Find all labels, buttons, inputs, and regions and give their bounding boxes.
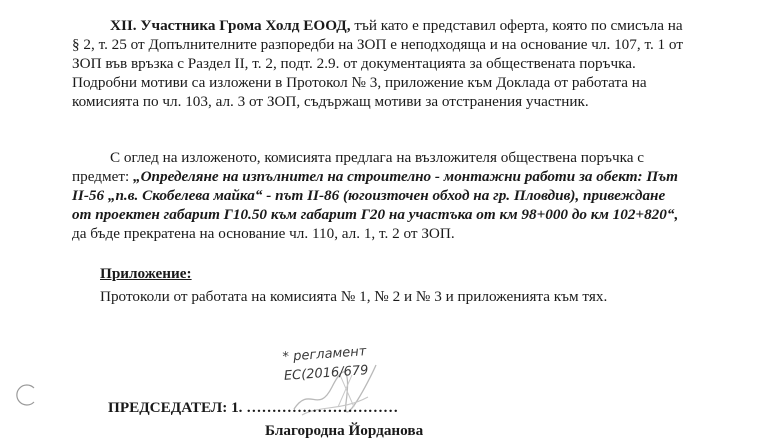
participant-name: XII. Участника Грома Холд ЕООД, bbox=[110, 17, 351, 34]
paragraph-line: Подробни мотиви са изложени в Протокол № 3, приложение към Доклада от работата на bbox=[72, 74, 647, 91]
procurement-subject: II-56 „п.в. Скобелева майка“ - път II-86 (югоизточен обход на гр. Пловдив), привеждане bbox=[72, 187, 666, 204]
attachment-heading: Приложение: bbox=[100, 265, 192, 282]
paragraph-line: комисията по чл. 103, ал. 3 от ЗОП, съдържащ мотиви за отстранения участник. bbox=[72, 93, 589, 110]
paragraph-line: XII. Участника Грома Холд ЕООД, тъй като е представил оферта, която по смисъла на bbox=[110, 17, 683, 34]
paragraph-line: да бъде прекратена на основание чл. 110, ал. 1, т. 2 от ЗОП. bbox=[72, 225, 455, 242]
paragraph-line: § 2, т. 25 от Допълнителните разпоредби на ЗОП е неподходяща и на основание чл. 107, т. 1 от bbox=[72, 36, 683, 53]
proposal-paragraph bbox=[72, 148, 752, 243]
chair-signature-line: ПРЕДСЕДАТЕЛ: 1. ………………………… bbox=[108, 399, 399, 416]
paragraph-line bbox=[72, 186, 752, 205]
attachment-text: Протоколи от работата на комисията № 1, № 2 и № 3 и приложенията към тях. bbox=[100, 288, 608, 305]
paragraph-line: ЗОП във връзка с Раздел II, т. 2, подт. 2.9. от документацията за обществената поръчка. bbox=[72, 55, 636, 72]
procurement-subject: „Определяне на изпълнител на строително - монтажни работи за обект: Път bbox=[133, 168, 678, 185]
handwritten-note: * регламент ЕС(2016/679 bbox=[282, 344, 369, 384]
participant-paragraph bbox=[72, 16, 752, 111]
chair-name: Благородна Йорданова bbox=[265, 422, 424, 439]
paragraph-line: С оглед на изложеното, комисията предлага на възложителя обществена поръчка с bbox=[110, 149, 645, 166]
punch-hole-mark bbox=[14, 382, 40, 408]
paragraph-line: предмет: „Определяне на изпълнител на строително - монтажни работи за обект: Път bbox=[72, 168, 678, 185]
procurement-subject: от проектен габарит Г10.50 към габарит Г20 на участъка от км 98+000 до км 102+820“, bbox=[72, 206, 679, 223]
paragraph-line bbox=[72, 205, 752, 224]
